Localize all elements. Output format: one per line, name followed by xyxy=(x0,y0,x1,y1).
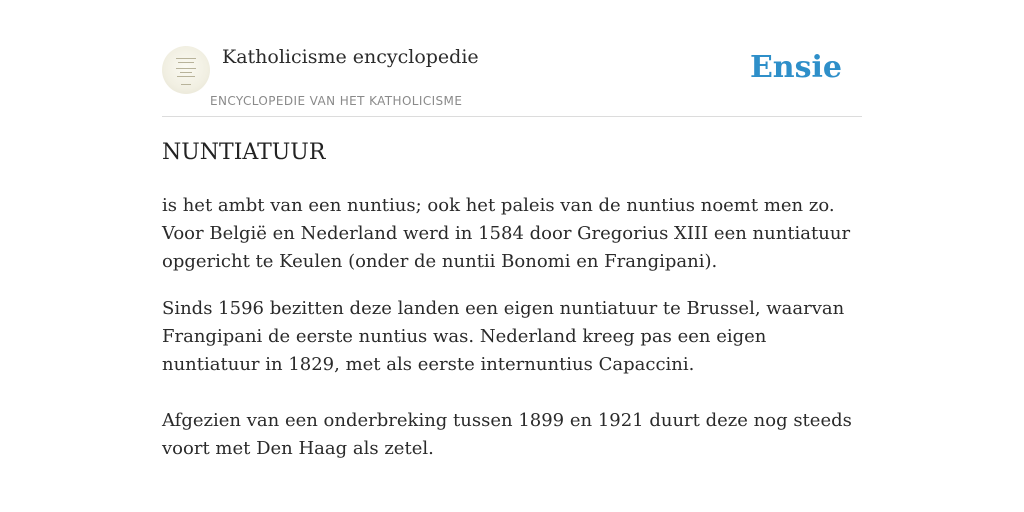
entry-body xyxy=(162,192,862,463)
encyclopedia-subtitle: ENCYCLOPEDIE VAN HET KATHOLICISME xyxy=(210,94,463,108)
entry-paragraph: is het ambt van een nuntius; ook het paleis van de nuntius noemt men zo. Voor België en Nederland werd in 1584 door Gregorius XIII een nuntiatuur opgericht te Keulen (onder de nuntii Bonomi en Frangipani). xyxy=(162,195,851,272)
encyclopedia-header xyxy=(162,40,862,117)
entry-title: NUNTIATUUR xyxy=(162,140,326,165)
encyclopedia-cover-image[interactable] xyxy=(162,46,210,94)
entry-paragraph: Sinds 1596 bezitten deze landen een eigen nuntiatuur te Brussel, waarvan Frangipani de eerste nuntius was. Nederland kreeg pas een eigen nuntiatuur in 1829, met als eerste internuntius Capaccini. xyxy=(162,298,845,375)
ensie-logo-link[interactable]: Ensie xyxy=(749,50,842,85)
encyclopedia-title-link[interactable]: Katholicisme encyclopedie xyxy=(222,46,479,68)
entry-paragraph: Afgezien van een onderbreking tussen 1899 en 1921 duurt deze nog steeds voort met Den Haag als zetel. xyxy=(162,410,852,459)
